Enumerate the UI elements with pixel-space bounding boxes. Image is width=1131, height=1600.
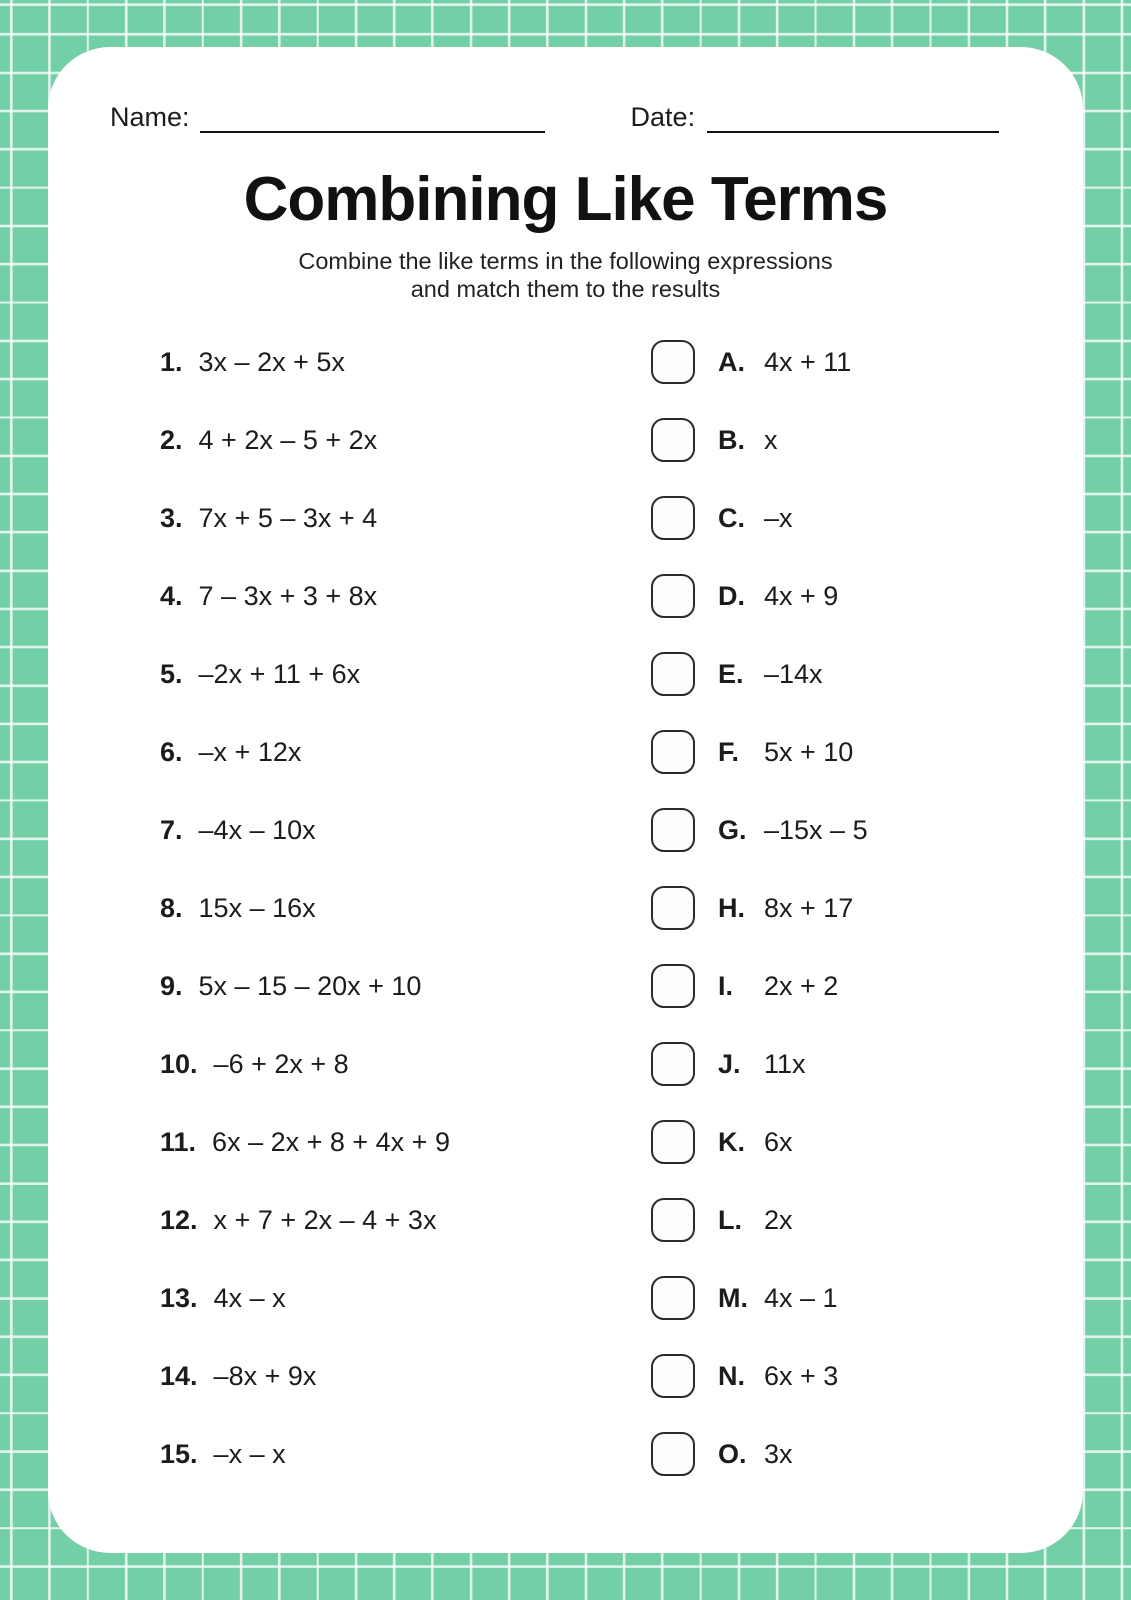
problem-expression: –6 + 2x + 8 <box>213 1048 349 1079</box>
problem-item-14 <box>160 1361 651 1392</box>
answer-letter: C. <box>718 502 745 533</box>
problem-expression: 4 + 2x – 5 + 2x <box>198 424 378 455</box>
answer-box-i[interactable] <box>651 964 695 1008</box>
answer-expression: 4x + 11 <box>764 346 852 377</box>
answer-item-m <box>651 1276 1033 1320</box>
problem-expression: 6x – 2x + 8 + 4x + 9 <box>212 1126 450 1157</box>
answer-box-a[interactable] <box>651 340 695 384</box>
answer-box-c[interactable] <box>651 496 695 540</box>
problem-number: 11. <box>160 1126 197 1157</box>
answer-item-j <box>651 1042 1033 1086</box>
problem-item-5 <box>160 659 651 690</box>
problem-expression: –x + 12x <box>198 736 302 767</box>
problem-item-9 <box>160 971 651 1002</box>
answer-expression: –14x <box>764 658 823 689</box>
page-title: Combining Like Terms <box>243 165 888 234</box>
answer-expression: –x <box>764 502 793 533</box>
worksheet-card <box>48 47 1083 1553</box>
header-fields <box>110 97 1023 133</box>
date-label: Date: <box>630 102 696 132</box>
answer-letter: L. <box>718 1204 742 1235</box>
answer-expression: 2x + 2 <box>764 970 839 1001</box>
answer-box-g[interactable] <box>651 808 695 852</box>
answer-letter: J. <box>718 1048 741 1079</box>
worksheet-row <box>160 1025 1033 1103</box>
answer-expression: 4x + 9 <box>764 580 839 611</box>
answer-letter: D. <box>718 580 745 611</box>
problem-expression: 3x – 2x + 5x <box>198 346 345 377</box>
problem-number: 6. <box>160 736 183 767</box>
answer-box-o[interactable] <box>651 1432 695 1476</box>
problem-number: 3. <box>160 502 183 533</box>
answer-item-h <box>651 886 1033 930</box>
answer-expression: x <box>764 424 778 455</box>
problem-number: 1. <box>160 346 183 377</box>
worksheet-row <box>160 791 1033 869</box>
problem-number: 2. <box>160 424 183 455</box>
name-line[interactable] <box>200 101 545 133</box>
answer-expression: 11x <box>764 1048 806 1079</box>
problem-expression: –8x + 9x <box>213 1360 317 1391</box>
answer-box-h[interactable] <box>651 886 695 930</box>
worksheet-row <box>160 1337 1033 1415</box>
answer-box-d[interactable] <box>651 574 695 618</box>
problem-item-15 <box>160 1439 651 1470</box>
problem-item-13 <box>160 1283 651 1314</box>
answer-box-k[interactable] <box>651 1120 695 1164</box>
answer-item-d <box>651 574 1033 618</box>
answer-expression: 4x – 1 <box>764 1282 838 1313</box>
answer-expression: 5x + 10 <box>764 736 854 767</box>
problem-number: 13. <box>160 1282 198 1313</box>
answer-letter: I. <box>718 970 734 1001</box>
answer-item-f <box>651 730 1033 774</box>
answer-letter: O. <box>718 1438 747 1469</box>
answer-box-e[interactable] <box>651 652 695 696</box>
answer-item-k <box>651 1120 1033 1164</box>
problem-expression: –x – x <box>213 1438 286 1469</box>
problem-number: 10. <box>160 1048 198 1079</box>
problem-item-11 <box>160 1127 651 1158</box>
worksheet-row <box>160 869 1033 947</box>
answer-expression: –15x – 5 <box>764 814 868 845</box>
problem-item-1 <box>160 347 651 378</box>
problem-expression: x + 7 + 2x – 4 + 3x <box>213 1204 437 1235</box>
name-field <box>110 101 545 133</box>
answer-item-g <box>651 808 1033 852</box>
answer-letter: B. <box>718 424 745 455</box>
instructions-line-1: Combine the like terms in the following expressions <box>298 248 833 275</box>
answer-expression: 6x + 3 <box>764 1360 839 1391</box>
answer-box-j[interactable] <box>651 1042 695 1086</box>
instructions-line-2: and match them to the results <box>410 276 721 303</box>
answer-item-a <box>651 340 1033 384</box>
problem-expression: –2x + 11 + 6x <box>198 658 361 689</box>
problem-number: 12. <box>160 1204 198 1235</box>
matching-list <box>160 323 1033 1493</box>
problem-number: 14. <box>160 1360 198 1391</box>
problem-expression: 5x – 15 – 20x + 10 <box>198 970 422 1001</box>
answer-item-i <box>651 964 1033 1008</box>
problem-number: 4. <box>160 580 183 611</box>
name-label: Name: <box>110 102 190 132</box>
answer-item-c <box>651 496 1033 540</box>
problem-item-8 <box>160 893 651 924</box>
worksheet-row <box>160 1415 1033 1493</box>
answer-letter: N. <box>718 1360 745 1391</box>
answer-item-o <box>651 1432 1033 1476</box>
worksheet-row <box>160 1259 1033 1337</box>
worksheet-row <box>160 1181 1033 1259</box>
problem-item-3 <box>160 503 651 534</box>
answer-box-l[interactable] <box>651 1198 695 1242</box>
answer-letter: E. <box>718 658 744 689</box>
answer-box-b[interactable] <box>651 418 695 462</box>
answer-letter: F. <box>718 736 740 767</box>
answer-item-e <box>651 652 1033 696</box>
problem-number: 7. <box>160 814 183 845</box>
worksheet-row <box>160 479 1033 557</box>
answer-expression: 2x <box>764 1204 793 1235</box>
problem-item-4 <box>160 581 651 612</box>
answer-item-b <box>651 418 1033 462</box>
answer-letter: H. <box>718 892 745 923</box>
instructions <box>48 247 1083 303</box>
problem-expression: 7x + 5 – 3x + 4 <box>198 502 378 533</box>
worksheet-row <box>160 323 1033 401</box>
problem-item-10 <box>160 1049 651 1080</box>
answer-box-n[interactable] <box>651 1354 695 1398</box>
worksheet-row <box>160 713 1033 791</box>
answer-item-n <box>651 1354 1033 1398</box>
worksheet-row <box>160 947 1033 1025</box>
worksheet-row <box>160 401 1033 479</box>
answer-letter: M. <box>718 1282 748 1313</box>
answer-letter: K. <box>718 1126 745 1157</box>
problem-item-2 <box>160 425 651 456</box>
answer-box-f[interactable] <box>651 730 695 774</box>
answer-expression: 6x <box>764 1126 793 1157</box>
date-field <box>631 101 1000 133</box>
problem-item-6 <box>160 737 651 768</box>
worksheet-row <box>160 557 1033 635</box>
answer-letter: A. <box>718 346 745 377</box>
worksheet-row <box>160 1103 1033 1181</box>
answer-expression: 8x + 17 <box>764 892 854 923</box>
problem-number: 9. <box>160 970 183 1001</box>
answer-box-m[interactable] <box>651 1276 695 1320</box>
date-line[interactable] <box>707 101 999 133</box>
answer-expression: 3x <box>764 1438 793 1469</box>
answer-item-l <box>651 1198 1033 1242</box>
problem-item-7 <box>160 815 651 846</box>
worksheet-row <box>160 635 1033 713</box>
answer-letter: G. <box>718 814 747 845</box>
problem-number: 5. <box>160 658 183 689</box>
problem-expression: –4x – 10x <box>198 814 316 845</box>
problem-expression: 4x – x <box>213 1282 286 1313</box>
problem-number: 8. <box>160 892 183 923</box>
problem-number: 15. <box>160 1438 198 1469</box>
problem-item-12 <box>160 1205 651 1236</box>
problem-expression: 15x – 16x <box>198 892 316 923</box>
problem-expression: 7 – 3x + 3 + 8x <box>198 580 378 611</box>
